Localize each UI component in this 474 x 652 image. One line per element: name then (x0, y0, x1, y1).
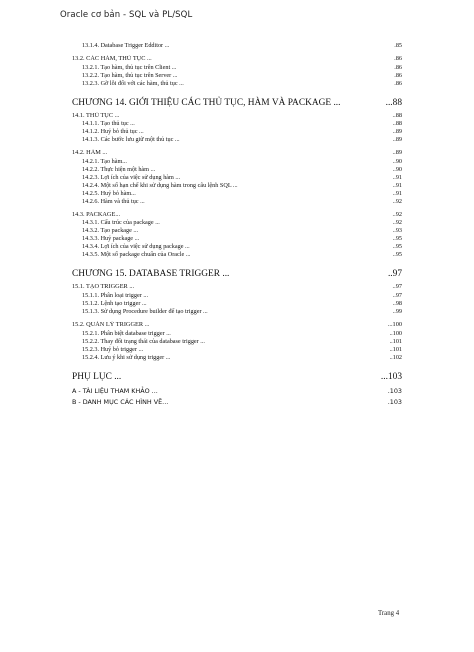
toc-entry-page: ..97 (392, 283, 402, 291)
toc-entry-page: ..90 (392, 165, 402, 173)
toc-entry-label: 14.2.5. Huỷ bỏ hàm... (82, 189, 136, 197)
toc-entry[interactable] (72, 338, 402, 346)
toc-entry-label: 15.2. QUẢN LÝ TRIGGER ... (72, 320, 150, 328)
toc-entry[interactable] (72, 174, 402, 182)
table-of-contents (72, 42, 402, 409)
toc-entry-label: 14.2.4. Một số hạn chế khi sử dụng hàm trong câu lệnh SQL ... (82, 181, 238, 189)
toc-entry-label: 14.3.4. Lợi ích của việc sử dụng package ... (82, 243, 190, 251)
toc-entry[interactable] (72, 182, 402, 190)
toc-entry-label: A - TÀI LIỆU THAM KHẢO ... (72, 386, 158, 395)
toc-entry-page: ..91 (392, 181, 402, 189)
toc-entry-page: .103 (387, 386, 402, 395)
toc-entry-page: ..92 (392, 210, 402, 218)
toc-entry-page: ..88 (392, 120, 402, 128)
toc-entry-label: 14.1. THỦ TỤC ... (72, 111, 120, 119)
toc-entry-label: 13.2. CÁC HÀM, THỦ TỤC ... (72, 55, 152, 62)
toc-entry[interactable] (72, 96, 402, 110)
toc-entry[interactable] (72, 211, 402, 220)
toc-entry-page: ..88 (392, 111, 402, 119)
toc-entry-label: 13.1.4. Database Trigger Edditor ... (82, 42, 170, 49)
toc-entry[interactable] (72, 354, 402, 362)
toc-entry-label: PHỤ LỤC ... (72, 371, 122, 382)
toc-entry-page: ..89 (392, 128, 402, 136)
toc-entry-page: ..95 (392, 251, 402, 259)
toc-entry[interactable] (72, 55, 402, 64)
toc-entry-page: ..101 (389, 337, 402, 345)
toc-entry-page: ..98 (392, 299, 402, 307)
toc-entry-label: 14.1.2. Huỷ bỏ thủ tục ... (82, 128, 144, 136)
toc-entry[interactable] (72, 166, 402, 174)
toc-entry-page: ...100 (387, 320, 402, 328)
toc-entry[interactable] (72, 386, 402, 398)
toc-entry-page: ..92 (392, 219, 402, 227)
toc-entry-label: 15.2.3. Huỷ bỏ trigger ... (82, 345, 144, 353)
toc-entry-page: .86 (394, 79, 402, 87)
toc-entry-label: 14.2. HÀM ... (72, 149, 108, 157)
toc-entry-label: 13.2.1. Tạo hàm, thủ tục trên Client ... (82, 63, 177, 71)
toc-entry[interactable] (72, 42, 402, 50)
toc-entry-page: ..100 (389, 329, 402, 337)
toc-entry-page: .86 (394, 63, 402, 71)
toc-entry-label: 15.2.2. Thay đổi trạng thái của database trigger ... (82, 337, 205, 345)
toc-entry-page: ..95 (392, 243, 402, 251)
toc-entry-label: 15.2.4. Lưu ý khi sử dụng trigger ... (82, 353, 171, 361)
toc-entry-label: 14.2.6. Hàm và thủ tục ... (82, 197, 145, 205)
toc-entry[interactable] (72, 235, 402, 243)
toc-entry-page: .103 (387, 398, 402, 407)
toc-entry[interactable] (72, 370, 402, 384)
toc-entry[interactable] (72, 64, 402, 72)
toc-entry[interactable] (72, 283, 402, 292)
toc-entry[interactable] (72, 346, 402, 354)
toc-entry-label: 14.3.2. Tạo package ... (82, 227, 139, 235)
toc-entry-label: 15.1.1. Phân loại trigger ... (82, 291, 148, 299)
toc-entry-page: ..92 (392, 197, 402, 205)
toc-entry-label: 14.2.2. Thực hiện một hàm ... (82, 165, 156, 173)
toc-entry-page: ..99 (392, 307, 402, 315)
toc-entry-page: .86 (394, 71, 402, 79)
toc-entry-page: ...103 (380, 371, 402, 382)
toc-entry[interactable] (72, 112, 402, 121)
page-header: Oracle cơ bản - SQL và PL/SQL (60, 10, 193, 20)
toc-entry-page: .85 (394, 42, 402, 49)
toc-entry-label: 13.2.3. Gỡ lỗi đối với các hàm, thủ tục ... (82, 79, 184, 87)
toc-entry-label: CHƯƠNG 14. GIỚI THIỆU CÁC THỦ TỤC, HÀM VÀ PACKAGE ... (72, 97, 341, 108)
toc-entry-page: ..90 (392, 157, 402, 165)
toc-entry-page: ..89 (392, 149, 402, 157)
toc-entry-label: 14.2.1. Tạo hàm... (82, 157, 127, 165)
toc-entry-label: 13.2.2. Tạo hàm, thủ tục trên Server ... (82, 71, 178, 79)
toc-entry[interactable] (72, 136, 402, 144)
toc-entry[interactable] (72, 219, 402, 227)
toc-entry-page: ..101 (389, 345, 402, 353)
toc-entry[interactable] (72, 251, 402, 259)
toc-entry[interactable] (72, 308, 402, 316)
toc-entry-label: 15.1. TẠO TRIGGER ... (72, 283, 135, 291)
toc-entry-label: 14.3.3. Huỷ package ... (82, 235, 140, 243)
toc-entry-page: ..91 (392, 189, 402, 197)
toc-entry[interactable] (72, 72, 402, 80)
toc-entry-label: 14.3.1. Cấu trúc của package ... (82, 219, 160, 227)
page-number-footer: Trang 4 (378, 610, 400, 617)
toc-entry-label: 15.2.1. Phân biệt database trigger ... (82, 329, 171, 337)
toc-entry-page: ..89 (392, 136, 402, 144)
toc-entry-label: 14.3.5. Một số package chuẩn của Oracle ... (82, 251, 191, 259)
toc-entry[interactable] (72, 292, 402, 300)
toc-entry[interactable] (72, 128, 402, 136)
toc-entry-page: .86 (394, 55, 402, 62)
toc-entry-page: ...88 (385, 97, 402, 108)
toc-entry[interactable] (72, 80, 402, 88)
toc-entry[interactable] (72, 330, 402, 338)
toc-entry-label: 15.1.2. Lệnh tạo trigger ... (82, 299, 147, 307)
toc-entry[interactable] (72, 267, 402, 281)
toc-entry[interactable] (72, 227, 402, 235)
toc-entry-page: ..91 (392, 173, 402, 181)
toc-entry-label: 14.1.3. Các bước lưu giữ một thủ tục ... (82, 136, 180, 144)
toc-entry[interactable] (72, 158, 402, 166)
toc-entry[interactable] (72, 120, 402, 128)
toc-entry-label: 14.3. PACKAGE... (72, 210, 121, 218)
toc-entry-label: 15.1.3. Sử dụng Procedure builder để tạo trigger ... (82, 307, 208, 315)
toc-entry[interactable] (72, 321, 402, 330)
toc-entry[interactable] (72, 243, 402, 251)
toc-entry[interactable] (72, 300, 402, 308)
toc-entry[interactable] (72, 190, 402, 198)
toc-entry-page: ..97 (387, 269, 402, 280)
toc-entry-page: ..102 (389, 353, 402, 361)
toc-entry-label: B - DANH MỤC CÁC HÌNH VẼ... (72, 398, 169, 407)
toc-entry-page: ..95 (392, 235, 402, 243)
toc-entry-page: ..93 (392, 227, 402, 235)
toc-entry-label: 14.2.3. Lợi ích của việc sử dụng hàm ... (82, 173, 181, 181)
toc-entry-page: ..97 (392, 291, 402, 299)
toc-entry[interactable] (72, 198, 402, 206)
toc-entry-label: 14.1.1. Tạo thủ tục ... (82, 120, 135, 128)
toc-entry-label: CHƯƠNG 15. DATABASE TRIGGER ... (72, 269, 230, 280)
toc-entry[interactable] (72, 397, 402, 409)
toc-entry[interactable] (72, 149, 402, 158)
